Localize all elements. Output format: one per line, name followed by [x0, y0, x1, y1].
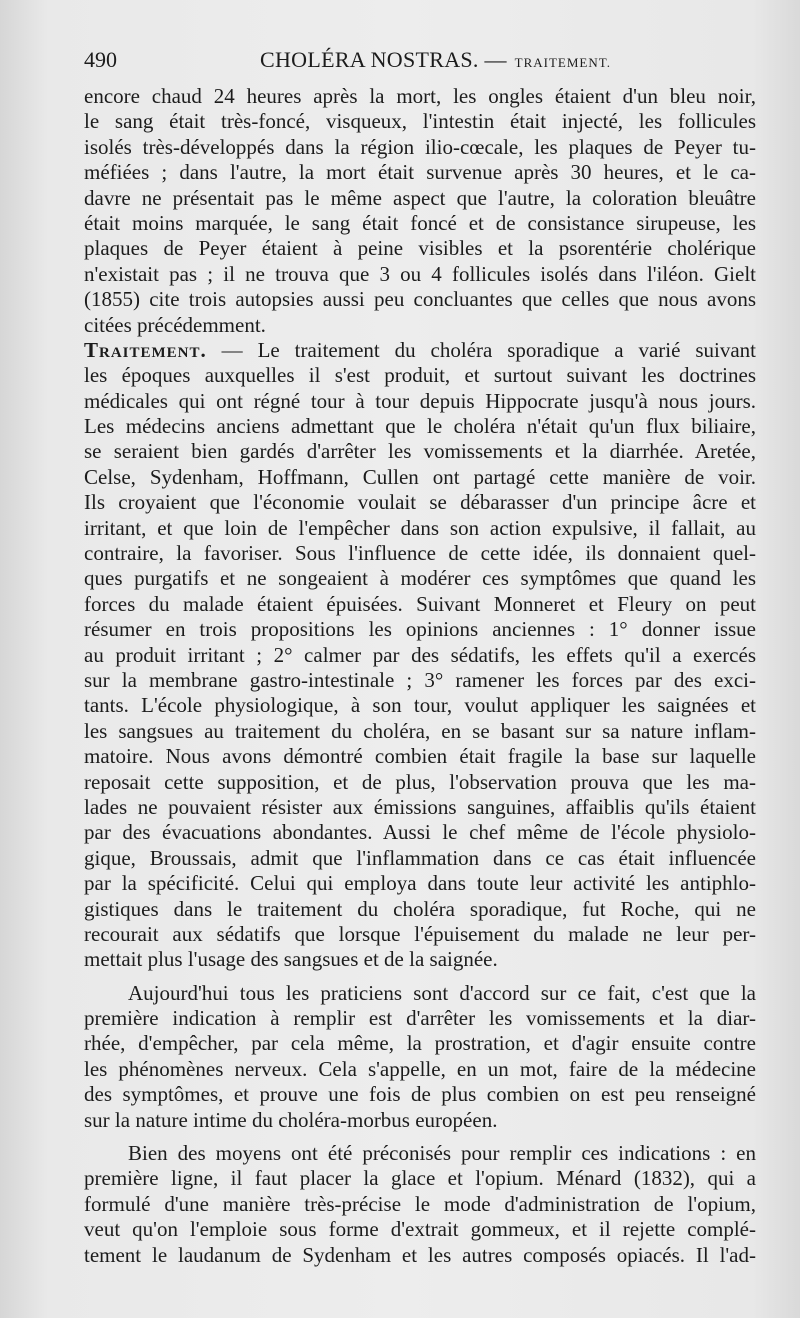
text-line: première indication à remplir est d'arrêter les vomissements et la diar-	[84, 1006, 756, 1031]
text-line: encore chaud 24 heures après la mort, les ongles étaient d'un bleu noir,	[84, 84, 756, 108]
text-line: Bien des moyens ont été préconisés pour remplir ces indications : en	[128, 1141, 756, 1166]
text-line: le sang était très-foncé, visqueux, l'intestin était injecté, les follicules	[84, 109, 756, 134]
text-line: lades ne pouvaient résister aux émissions sanguines, affaiblis qu'ils étaient	[84, 794, 756, 819]
text-line: méfiées ; dans l'autre, la mort était survenue après 30 heures, et le ca-	[84, 160, 756, 185]
text-line: des symptômes, et prouve une fois de plus combien on est peu renseigné	[84, 1082, 756, 1107]
text-line: recourait aux sédatifs que lorsque l'épuisement du malade ne leur per-	[84, 921, 756, 946]
text-line: gique, Broussais, admit que l'inflammation dans ce cas était influencée	[84, 845, 756, 870]
text-line: citées précédemment.	[84, 312, 266, 337]
text-line: (1855) cite trois autopsies aussi peu concluantes que celles que nous avons	[84, 287, 756, 312]
text-line: ques purgatifs et ne songeaient à modérer ces symptômes que quand les	[84, 566, 756, 591]
text-line: Celse, Sydenham, Hoffmann, Cullen ont partagé cette manière de voir.	[84, 464, 756, 489]
paragraph-spacer	[84, 1133, 756, 1141]
text-line: les sangsues au traitement du choléra, en se basant sur sa nature inflam-	[84, 718, 756, 743]
text-line: par la spécificité. Celui qui employa dans toute leur activité les antiphlo-	[84, 871, 756, 896]
text-line: gistiques dans le traitement du choléra sporadique, fut Roche, qui ne	[84, 896, 756, 921]
text-line: se seraient bien gardés d'arrêter les vomissements et la diarrhée. Aretée,	[84, 439, 756, 464]
text-line: rhée, d'empêcher, par cela même, la prostration, et d'agir ensuite contre	[84, 1031, 756, 1056]
text-line: par des évacuations abondantes. Aussi le chef même de l'école physiolo-	[84, 820, 756, 845]
text-line: matoire. Nous avons démontré combien était fragile la base sur laquelle	[84, 744, 756, 769]
paragraph-spacer	[84, 973, 756, 981]
text-line: tement le laudanum de Sydenham et les autres composés opiacés. Il l'ad-	[84, 1242, 756, 1267]
text-line: résumer en trois propositions les opinions anciennes : 1° donner issue	[84, 617, 756, 642]
text-line: les phénomènes nerveux. Cela s'appelle, en un mot, faire de la médecine	[84, 1056, 756, 1081]
text-line: médicales qui ont régné tour à tour depuis Hippocrate jusqu'à nous jours.	[84, 388, 756, 413]
running-title: CHOLÉRA NOSTRAS. —	[260, 47, 507, 72]
running-head	[260, 46, 611, 77]
paragraph-moyens	[84, 1141, 756, 1268]
paragraph-indications	[84, 981, 756, 1133]
text-line: tants. L'école physiologique, à son tour, voulut appliquer les saignées et	[84, 693, 756, 718]
text-line: davre ne présentait pas le même aspect que l'autre, la coloration bleuâtre	[84, 185, 756, 210]
text-line: première ligne, il faut placer la glace et l'opium. Ménard (1832), qui a	[84, 1166, 756, 1191]
page-header	[84, 46, 774, 74]
text-line: plaques de Peyer étaient à peine visibles et la psorentérie cholérique	[84, 236, 756, 261]
paragraph-traitement	[84, 338, 756, 973]
text-line: était moins marquée, le sang était foncé et de consistance sirupeuse, les	[84, 210, 756, 235]
text-line	[84, 338, 756, 363]
text-line: les époques auxquelles il s'est produit, et surtout suivant les doctrines	[84, 363, 756, 388]
page-number: 490	[84, 47, 117, 72]
body-text	[84, 84, 756, 1268]
text-line: sur la nature intime du choléra-morbus européen.	[84, 1107, 498, 1132]
text-line: isolés très-développés dans la région ilio-cœcale, les plaques de Peyer tu-	[84, 134, 756, 159]
text-line: Aujourd'hui tous les praticiens sont d'accord sur ce fait, c'est que la	[128, 980, 756, 1005]
text-line: n'existait pas ; il ne trouva que 3 ou 4 follicules isolés dans l'iléon. Gielt	[84, 261, 756, 286]
text-line: veut qu'on l'emploie sous forme d'extrait gommeux, et il rejette complé-	[84, 1217, 756, 1242]
text-line: formulé d'une manière très-précise le mode d'administration de l'opium,	[84, 1191, 756, 1216]
text-line: contraire, la favoriser. Sous l'influence de cette idée, ils donnaient quel-	[84, 541, 756, 566]
section-heading: Traitement.	[84, 337, 207, 362]
text-line: Ils croyaient que l'économie voulait se débarasser d'un principe âcre et	[84, 490, 756, 515]
text-line: forces du malade étaient épuisées. Suivant Monneret et Fleury on peut	[84, 591, 756, 616]
paragraph-autopsies	[84, 84, 756, 338]
text-line: sur la membrane gastro-intestinale ; 3° ramener les forces par des exci-	[84, 667, 756, 692]
text-line: au produit irritant ; 2° calmer par des sédatifs, les effets qu'il a exercés	[84, 642, 756, 667]
heading-line-rest: — Le traitement du choléra sporadique a varié suivant	[206, 337, 756, 362]
text-line: reposait cette supposition, et de plus, l'observation prouva que les ma-	[84, 769, 756, 794]
running-subtitle: TRAITEMENT.	[514, 55, 611, 70]
text-line: Les médecins anciens admettant que le choléra n'était qu'un flux biliaire,	[84, 414, 756, 439]
text-line: irritant, et que loin de l'empêcher dans son action expulsive, il fallait, au	[84, 515, 756, 540]
text-line: mettait plus l'usage des sangsues et de la saignée.	[84, 947, 498, 972]
